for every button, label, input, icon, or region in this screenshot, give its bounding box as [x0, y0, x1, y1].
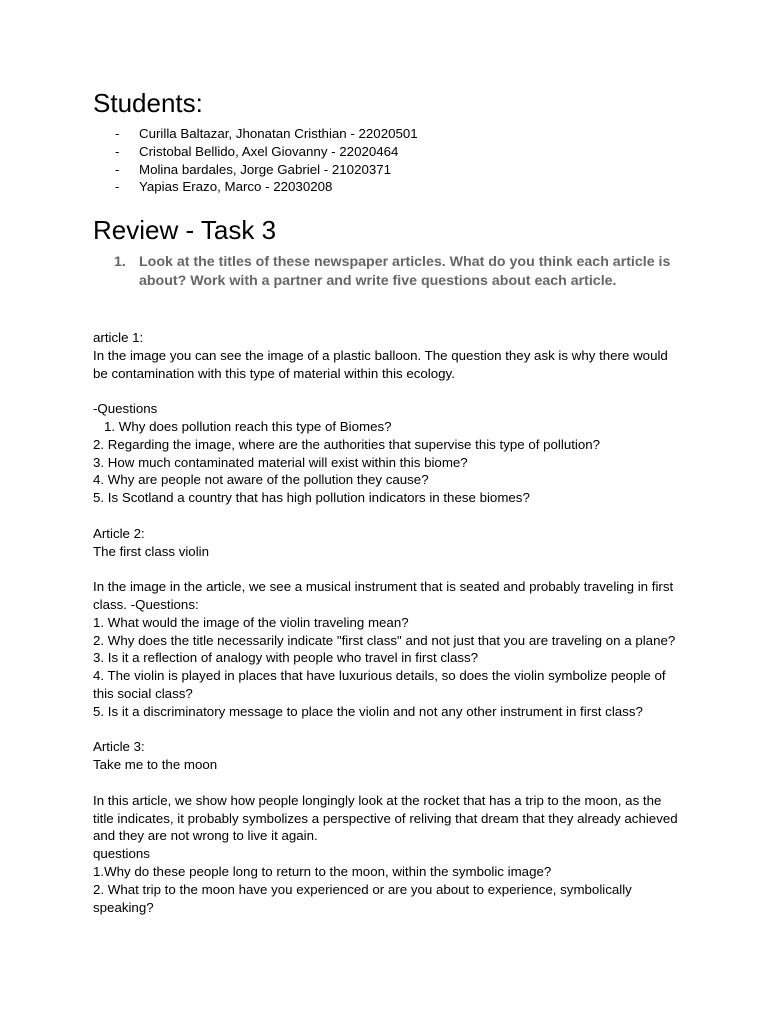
article1-questions-label: -Questions: [93, 401, 158, 417]
review-heading: Review - Task 3: [93, 215, 277, 245]
list-bullet: -: [115, 143, 120, 159]
question-item: 4. The violin is played in places that have luxurious details, so does the violin symbolize people of this social class?: [93, 668, 666, 701]
article2-description: In the image in the article, we see a musical instrument that is seated and probably traveling in first class. -Questions:: [93, 579, 674, 612]
article1-description: In the image you can see the image of a plastic balloon. The question they ask is why there would be contamination with this type of material within this ecology.: [93, 347, 668, 381]
list-bullet: -: [115, 126, 120, 141]
question-item: 2. Regarding the image, where are the authorities that supervise this type of pollution?: [93, 436, 601, 452]
list-item: - Cristobal Bellido, Axel Giovanny - 22020464: [115, 143, 399, 159]
list-item: - Yapias Erazo, Marco - 22030208: [115, 179, 333, 195]
task-number: 1.: [114, 254, 126, 270]
students-heading: Students:: [93, 88, 203, 118]
question-item: 5. Is Scotland a country that has high pollution indicators in these biomes?: [93, 490, 530, 506]
list-item: - Curilla Baltazar, Jhonatan Cristhian - 22020501: [115, 126, 418, 141]
question-item: 4. Why are people not aware of the pollution they cause?: [93, 472, 429, 488]
task-instruction: [114, 253, 679, 291]
article2-label: Article 2:: [93, 525, 145, 541]
question-item: 5. Is it a discriminatory message to place the violin and not any other instrument in first class?: [93, 703, 643, 719]
question-item: 1. What would the image of the violin traveling mean?: [93, 614, 409, 630]
list-item: - Molina bardales, Jorge Gabriel - 21020371: [115, 161, 392, 177]
article3-label: Article 3:: [93, 739, 145, 755]
list-bullet: -: [115, 179, 120, 195]
article3-questions-label: questions: [93, 846, 150, 862]
task-text: Look at the titles of these newspaper articles. What do you think each article is about? Work with a partner and write five questions about each article.: [139, 254, 671, 290]
article3-description: In this article, we show how people longingly look at the rocket that has a trip to the moon, as the title indicates, it probably symbolizes a perspective of reliving that dream that they already achieved and they are not wrong to live it again.: [93, 792, 678, 844]
article2-title: The first class violin: [93, 543, 210, 559]
article1-label: article 1:: [93, 330, 144, 345]
list-bullet: -: [115, 161, 120, 177]
question-item: 3. How much contaminated material will exist within this biome?: [93, 454, 468, 470]
answers-body: [93, 329, 683, 916]
question-item: 1. Why does pollution reach this type of Biomes?: [104, 418, 392, 434]
question-item: 2. Why does the title necessarily indicate "first class" and not just that you are traveling on a plane? 3. Is it a reflection of analogy with people who travel in first class?: [93, 632, 676, 666]
students-list: [93, 125, 418, 196]
question-item: 1.Why do these people long to return to the moon, within the symbolic image?: [93, 863, 552, 879]
article3-title: Take me to the moon: [93, 757, 218, 773]
question-item: 2. What trip to the moon have you experienced or are you about to experience, symbolically speaking?: [93, 881, 632, 915]
